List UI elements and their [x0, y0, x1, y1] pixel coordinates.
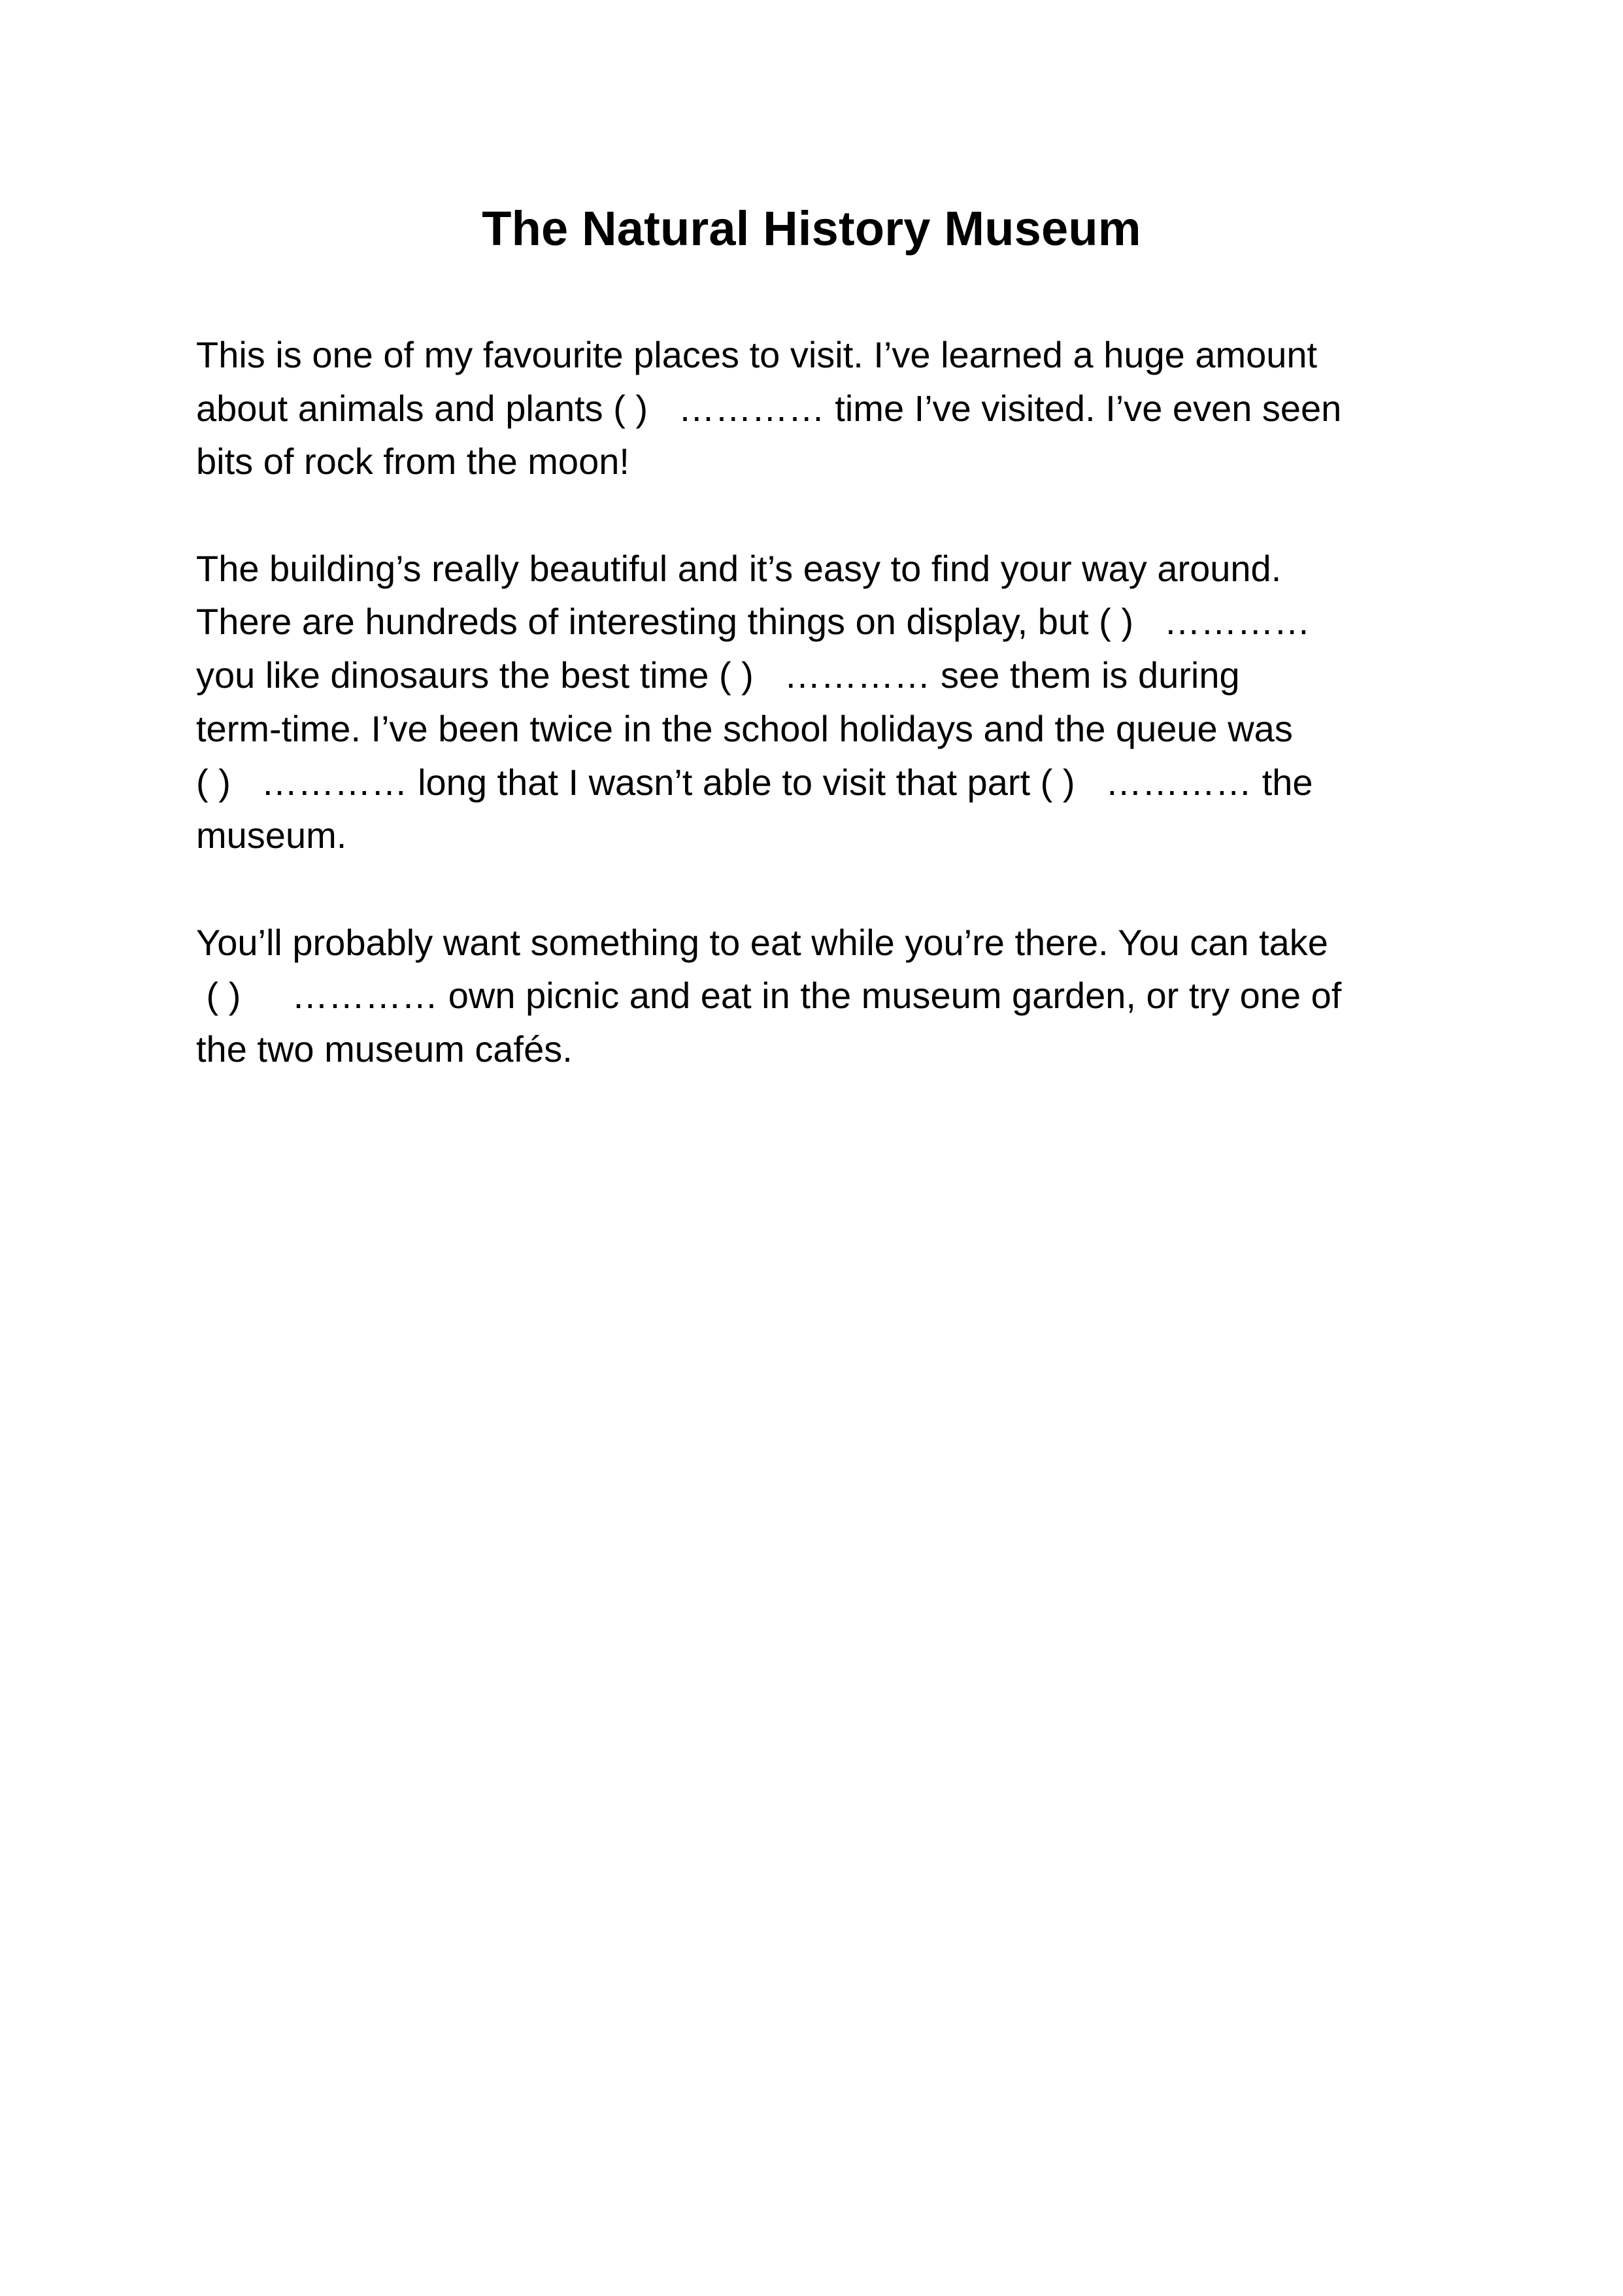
text-line: There are hundreds of interesting things on display, but ( ) ………… [196, 601, 1311, 643]
document-title: The Natural History Museum [482, 201, 1141, 256]
paragraph-3 [196, 916, 1438, 1076]
text-line: bits of rock from the moon! [196, 441, 629, 482]
text-line: the two museum cafés. [196, 1028, 573, 1070]
text-line: you like dinosaurs the best time ( ) ………… see them is during [196, 654, 1240, 696]
text-line: museum. [196, 815, 347, 856]
text-line: You’ll probably want something to eat while you’re there. You can take [196, 921, 1328, 963]
paragraph-2 [196, 542, 1438, 862]
paragraph-spacer [196, 862, 1438, 916]
text-line: The building’s really beautiful and it’s easy to find your way around. [196, 547, 1282, 589]
paragraph-spacer [196, 488, 1438, 542]
text-line: ( ) ………… own picnic and eat in the museum garden, or try one of [196, 975, 1342, 1017]
text-line: This is one of my favourite places to visit. I’ve learned a huge amount [196, 334, 1318, 375]
document-body [196, 328, 1438, 1076]
paragraph-1 [196, 328, 1438, 488]
text-line: term-time. I’ve been twice in the school holidays and the queue was [196, 707, 1293, 749]
text-line: about animals and plants ( ) ………… time I’ve visited. I’ve even seen [196, 387, 1342, 429]
text-line: ( ) ………… long that I wasn’t able to visit that part ( ) ………… the [196, 761, 1313, 803]
